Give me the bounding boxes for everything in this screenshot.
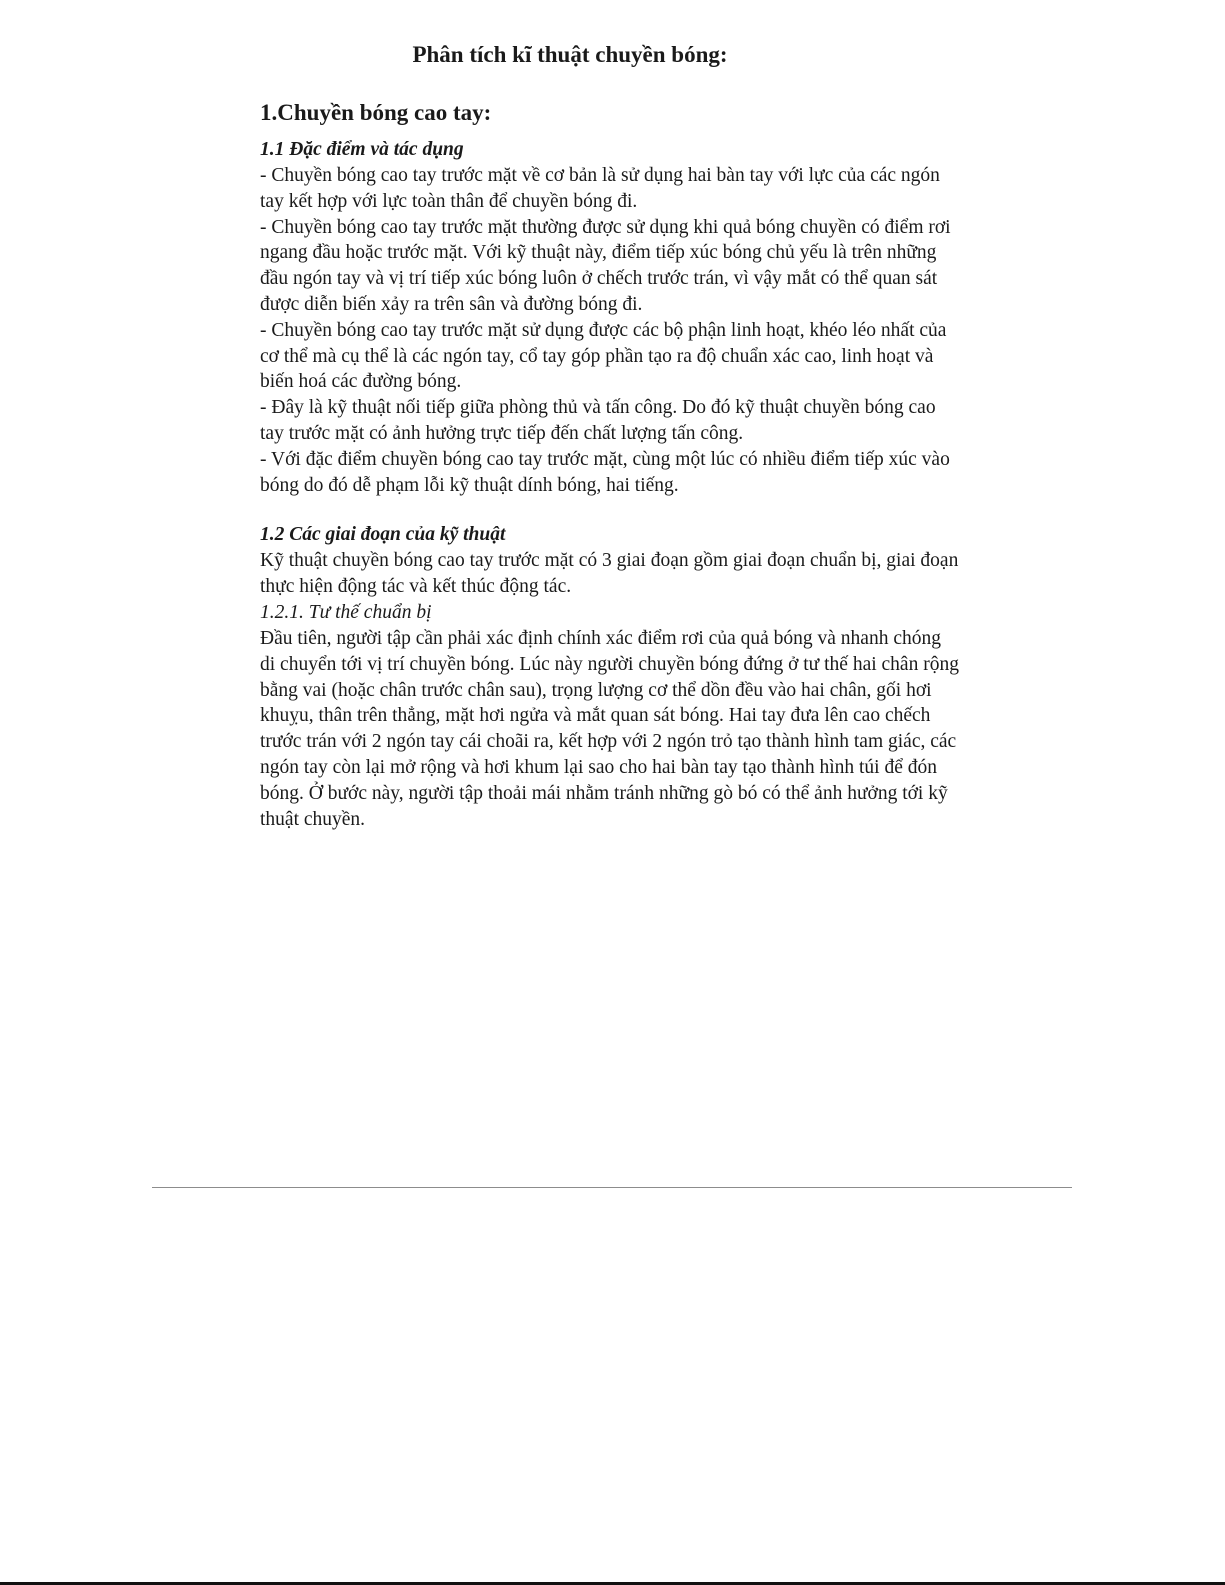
document-title: Phân tích kĩ thuật chuyền bóng:	[412, 42, 728, 67]
paragraph: - Chuyền bóng cao tay trước mặt thường được sử dụng khi quả bóng chuyền có điểm rơi ngang đầu hoặc trước mặt. Với kỹ thuật này, điểm tiếp xúc bóng chủ yếu là trên những đầu ngón tay và vị trí tiếp xúc bóng luôn ở chếch trước trán, vì vậy mắt có thể quan sát được diễn biến xảy ra trên sân và đường bóng đi.	[260, 216, 951, 315]
subsection-1-2-1-heading: 1.2.1. Tư thế chuẩn bị	[260, 601, 432, 623]
subsection-1-1-heading: 1.1 Đặc điểm và tác dụng	[260, 139, 464, 160]
paragraph: Đầu tiên, người tập cần phải xác định chính xác điểm rơi của quả bóng và nhanh chóng di chuyển tới vị trí chuyền bóng. Lúc này người chuyền bóng đứng ở tư thế hai chân rộng bằng vai (hoặc chân trước chân sau), trọng lượng cơ thể dồn đều vào hai chân, gối hơi khuỵu, thân trên thẳng, mặt hơi ngửa và mắt quan sát bóng. Hai tay đưa lên cao chếch trước trán với 2 ngón tay cái choãi ra, kết hợp với 2 ngón trỏ tạo thành hình tam giác, các ngón tay còn lại mở rộng và hơi khum lại sao cho hai bàn tay tạo thành hình túi để đón bóng. Ở bước này, người tập thoải mái nhằm tránh những gò bó có thể ảnh hưởng tới kỹ thuật chuyền.	[260, 627, 959, 830]
paragraph: - Đây là kỹ thuật nối tiếp giữa phòng thủ và tấn công. Do đó kỹ thuật chuyền bóng cao tay trước mặt có ảnh hưởng trực tiếp đến chất lượng tấn công.	[260, 397, 936, 444]
paragraph: Kỹ thuật chuyền bóng cao tay trước mặt có 3 giai đoạn gồm giai đoạn chuẩn bị, giai đoạn thực hiện động tác và kết thúc động tác.	[260, 550, 959, 598]
paragraph: - Chuyền bóng cao tay trước mặt sử dụng được các bộ phận linh hoạt, khéo léo nhất của cơ thể mà cụ thể là các ngón tay, cổ tay góp phần tạo ra độ chuẩn xác cao, linh hoạt và biến hoá các đường bóng.	[260, 319, 947, 393]
subsection-1-2-heading: 1.2 Các giai đoạn của kỹ thuật	[260, 524, 506, 546]
paragraph: - Chuyền bóng cao tay trước mặt về cơ bản là sử dụng hai bàn tay với lực của các ngón tay kết hợp với lực toàn thân để chuyền bóng đi.	[260, 165, 940, 212]
spacer	[260, 498, 960, 522]
section-1-heading: 1.Chuyền bóng cao tay:	[260, 100, 492, 125]
paragraph: - Với đặc điểm chuyền bóng cao tay trước mặt, cùng một lúc có nhiều điểm tiếp xúc vào bóng do đó dễ phạm lỗi kỹ thuật dính bóng, hai tiếng.	[260, 448, 950, 496]
page-divider	[152, 1187, 1072, 1188]
document-body	[260, 96, 960, 832]
